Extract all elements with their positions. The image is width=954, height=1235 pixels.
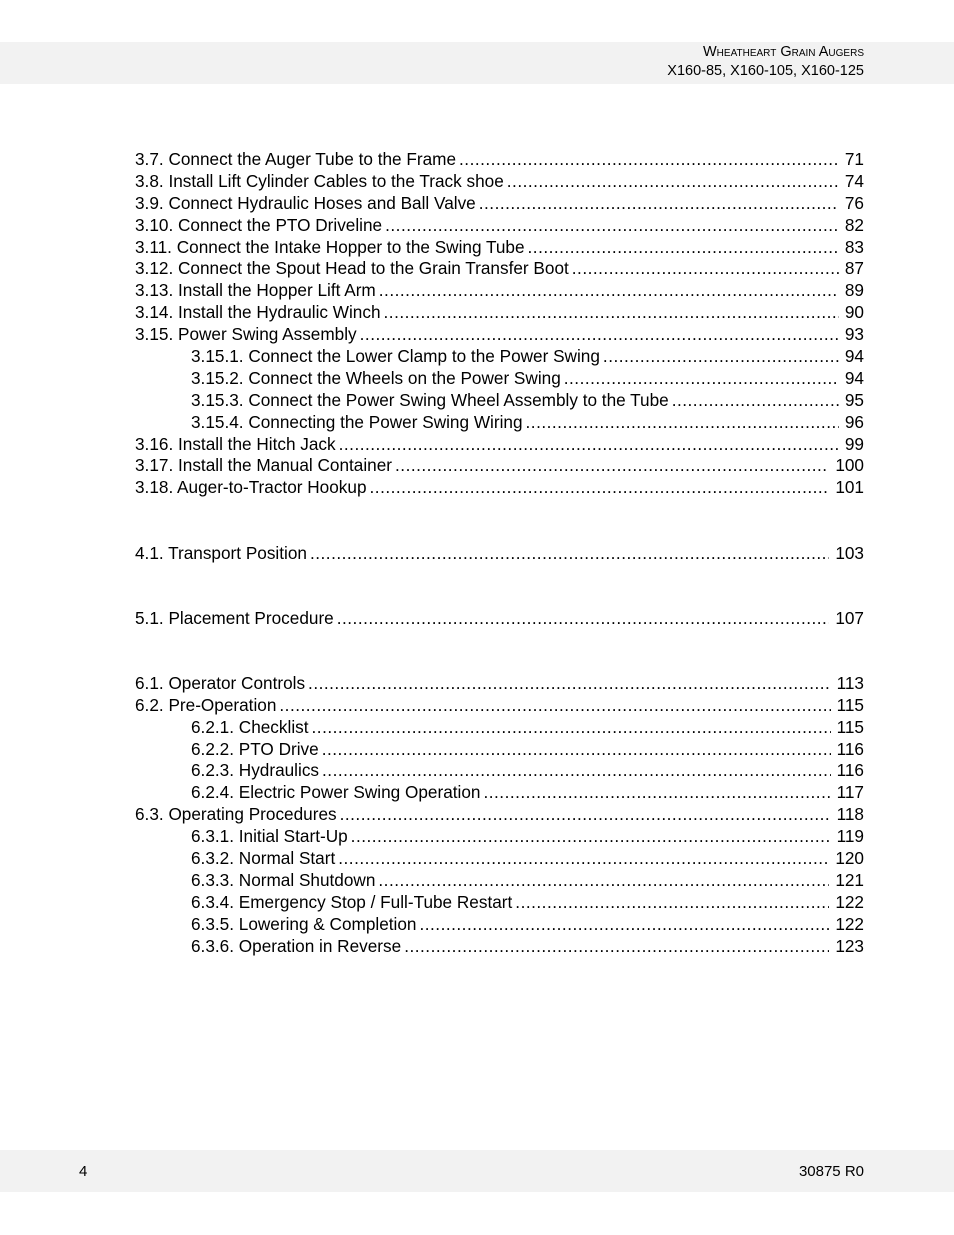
toc-entry[interactable] [135,302,864,324]
toc-entry[interactable] [135,412,864,434]
toc-entry[interactable] [135,760,864,782]
toc-entry-title: 3.8. Install Lift Cylinder Cables to the Track shoe [135,170,504,191]
toc-dot-leader [395,455,829,476]
toc-entry-page: 93 [844,324,864,345]
toc-entry-page: 89 [844,280,864,301]
toc-entry-page: 94 [844,346,864,367]
toc-dot-leader [564,368,839,389]
toc-entry-title: 3.13. Install the Hopper Lift Arm [135,280,376,301]
header-models: X160-85, X160-105, X160-125 [667,63,864,79]
toc-entry-title: 6.3.1. Initial Start-Up [191,826,348,847]
toc-entry[interactable] [135,149,864,171]
toc-entry-page: 87 [844,258,864,279]
toc-entry[interactable] [135,848,864,870]
toc-dot-leader [603,346,839,367]
toc-entry[interactable] [135,171,864,193]
toc-entry-title: 6.3.2. Normal Start [191,848,336,869]
toc-entry-page: 99 [844,433,864,454]
toc-dot-leader [528,237,839,258]
toc-entry-page: 122 [835,913,864,934]
toc-entry-page: 113 [836,672,864,693]
toc-dot-leader [404,936,829,957]
toc-entry[interactable] [135,608,864,630]
toc-entry-title: 6.3.6. Operation in Reverse [191,935,402,956]
toc-dot-leader [379,280,839,301]
toc-entry[interactable] [135,324,864,346]
toc-dot-leader [340,804,831,825]
toc-entry-title: 3.15.4. Connecting the Power Swing Wiring [191,411,523,432]
toc-entry-page: 116 [836,760,864,781]
toc-dot-leader [351,826,831,847]
toc-dot-leader [378,870,829,891]
toc-entry-title: 3.7. Connect the Auger Tube to the Frame [135,149,457,169]
toc-entry-title: 6.3. Operating Procedures [135,804,337,825]
toc-entry[interactable] [135,892,864,914]
toc-entry[interactable] [135,368,864,390]
toc-entry[interactable] [135,695,864,717]
toc-entry-title: 6.2. Pre-Operation [135,694,277,715]
toc-entry[interactable] [135,870,864,892]
toc-dot-leader [337,608,830,629]
toc-dot-leader [515,892,829,913]
toc-dot-leader [339,434,839,455]
toc-entry-page: 103 [835,542,864,563]
toc-entry[interactable] [135,717,864,739]
toc-dot-leader [672,390,839,411]
toc-dot-leader [507,171,839,192]
toc-entry-title: 6.1. Operator Controls [135,672,306,693]
section-gap [135,630,864,673]
toc-entry-page: 74 [844,170,864,191]
toc-entry-title: 6.2.3. Hydraulics [191,760,320,781]
toc-dot-leader [385,215,839,236]
toc-entry-title: 4.1. Transport Position [135,542,307,563]
toc-dot-leader [360,324,839,345]
toc-entry-title: 3.15.3. Connect the Power Swing Wheel Assembly to the Tube [191,389,669,410]
toc-entry-title: 3.14. Install the Hydraulic Winch [135,302,381,323]
toc-dot-leader [459,149,839,170]
toc-dot-leader [322,760,831,781]
toc-entry[interactable] [135,936,864,958]
toc-entry-title: 5.1. Placement Procedure [135,607,334,628]
toc-entry[interactable] [135,455,864,477]
toc-entry[interactable] [135,914,864,936]
toc-entry-page: 121 [835,869,864,890]
toc-entry-title: 6.3.5. Lowering & Completion [191,913,417,934]
toc-entry[interactable] [135,346,864,368]
toc-entry-page: 101 [835,477,864,498]
toc-dot-leader [384,302,839,323]
toc-dot-leader [526,412,839,433]
toc-dot-leader [483,782,830,803]
toc-entry-page: 122 [835,891,864,912]
toc-entry[interactable] [135,739,864,761]
section-gap [135,499,864,542]
toc-entry[interactable] [135,215,864,237]
toc-entry-title: 3.16. Install the Hitch Jack [135,433,336,454]
toc-dot-leader [312,717,831,738]
toc-entry-title: 3.17. Install the Manual Container [135,455,393,476]
section-gap [135,564,864,607]
toc-dot-leader [370,477,830,498]
header-title: Wheatheart Grain Augers [703,44,864,60]
toc-entry[interactable] [135,434,864,456]
toc-dot-leader [310,543,829,564]
toc-dot-leader [308,673,831,694]
toc-entry-page: 71 [844,149,864,169]
toc-entry-page: 90 [844,302,864,323]
toc-entry-page: 96 [844,411,864,432]
toc-entry[interactable] [135,237,864,259]
toc-entry-page: 115 [836,716,864,737]
toc-entry-page: 118 [836,804,864,825]
toc-entry[interactable] [135,280,864,302]
toc-entry-title: 3.15. Power Swing Assembly [135,324,357,345]
toc-dot-leader [479,193,839,214]
toc-dot-leader [338,848,829,869]
toc-entry-title: 3.9. Connect Hydraulic Hoses and Ball Valve [135,192,476,213]
toc-entry[interactable] [135,477,864,499]
toc-entry-page: 120 [835,848,864,869]
toc-entry-title: 6.2.4. Electric Power Swing Operation [191,782,481,803]
toc-entry-page: 100 [835,455,864,476]
toc-entry-page: 83 [844,236,864,257]
table-of-contents [135,149,864,958]
toc-dot-leader [322,739,831,760]
page-number: 4 [79,1163,88,1180]
toc-entry-page: 107 [835,607,864,628]
toc-entry[interactable] [135,673,864,695]
toc-dot-leader [419,914,829,935]
toc-entry[interactable] [135,390,864,412]
toc-dot-leader [572,258,839,279]
toc-entry-page: 94 [844,367,864,388]
running-header [667,43,864,81]
toc-entry-title: 6.2.1. Checklist [191,716,309,737]
toc-entry-title: 3.10. Connect the PTO Driveline [135,214,383,235]
toc-entry-title: 3.18. Auger-to-Tractor Hookup [135,477,367,498]
toc-entry-title: 6.2.2. PTO Drive [191,738,319,759]
toc-entry-page: 76 [844,192,864,213]
document-code: 30875 R0 [798,1163,864,1180]
toc-entry-page: 119 [836,826,864,847]
toc-entry-page: 116 [836,738,864,759]
toc-entry[interactable] [135,782,864,804]
toc-entry-page: 95 [844,389,864,410]
toc-entry-page: 115 [836,694,864,715]
toc-entry-page: 123 [835,935,864,956]
toc-entry[interactable] [135,826,864,848]
toc-entry-title: 3.15.2. Connect the Wheels on the Power Swing [191,367,561,388]
toc-dot-leader [279,695,830,716]
toc-entry[interactable] [135,543,864,565]
toc-entry-title: 3.15.1. Connect the Lower Clamp to the Power Swing [191,346,600,367]
toc-entry-title: 3.12. Connect the Spout Head to the Grain Transfer Boot [135,258,569,279]
toc-entry[interactable] [135,193,864,215]
toc-entry-title: 3.11. Connect the Intake Hopper to the Swing Tube [135,236,525,257]
toc-entry-title: 6.3.4. Emergency Stop / Full-Tube Restart [191,891,513,912]
toc-entry-page: 82 [844,214,864,235]
toc-entry-page: 117 [836,782,864,803]
toc-entry[interactable] [135,258,864,280]
toc-entry-title: 6.3.3. Normal Shutdown [191,869,376,890]
toc-entry[interactable] [135,804,864,826]
